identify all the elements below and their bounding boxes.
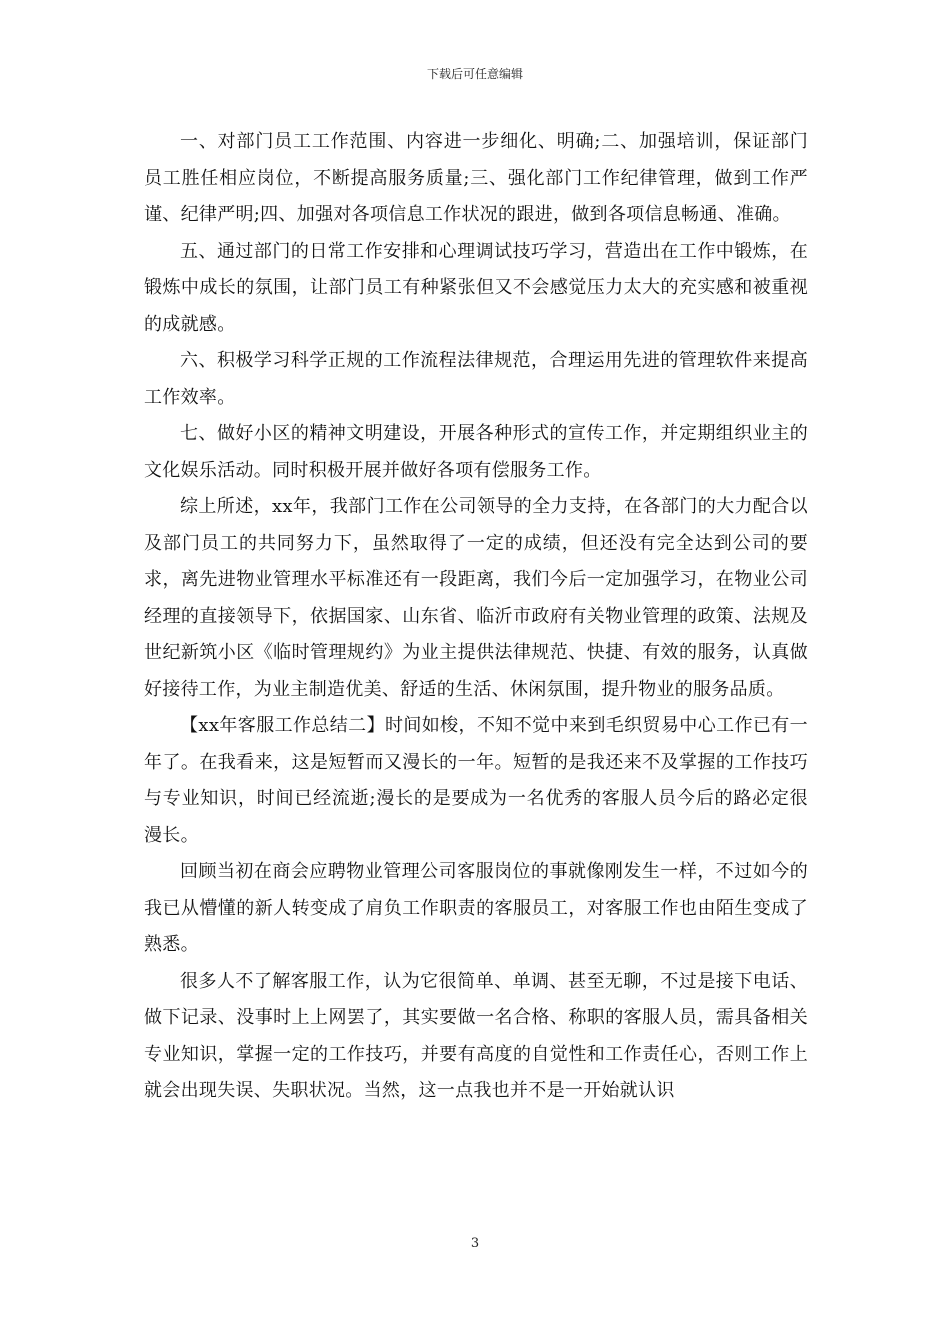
paragraph-review: 回顾当初在商会应聘物业管理公司客服岗位的事就像刚发生一样，不过如今的我已从懵懂的新人转变成了肩负工作职责的客服员工，对客服工作也由陌生变成了熟悉。: [144, 861, 808, 955]
paragraph-summary: 综上所述，xx年，我部门工作在公司领导的全力支持，在各部门的大力配合以及部门员工的共同努力下，虽然取得了一定的成绩，但还没有完全达到公司的要求，离先进物业管理水平标准还有一段距离，我们今后一定加强学习，在物业公司经理的直接领导下，依据国家、山东省、临沂市政府有关物业管理的政策、法规及世纪新筑小区《临时管理规约》为业主提供法律规范、快捷、有效的服务，认真做好接待工作，为业主制造优美、舒适的生活、休闲氛围，提升物业的服务品质。: [144, 496, 808, 700]
document-body: [144, 124, 808, 1110]
paragraph-item-five: 五、通过部门的日常工作安排和心理调试技巧学习，营造出在工作中锻炼，在锻炼中成长的氛围，让部门员工有种紧张但又不会感觉压力太大的充实感和被重视的成就感。: [144, 240, 808, 335]
page-number: 3: [470, 1236, 480, 1251]
paragraph-measures: 一、对部门员工工作范围、内容进一步细化、明确;二、加强培训，保证部门员工胜任相应岗位，不断提高服务质量;三、强化部门工作纪律管理，做到工作严谨、纪律严明;四、加强对各项信息工作状况的跟进，做到各项信息畅通、准确。: [144, 131, 808, 225]
paragraph-item-seven: 七、做好小区的精神文明建设，开展各种形式的宣传工作，并定期组织业主的文化娱乐活动。同时积极开展并做好各项有偿服务工作。: [144, 423, 808, 481]
paragraph-summary-two-intro: 【xx年客服工作总结二】时间如梭，不知不觉中来到毛织贸易中心工作已有一年了。在我看来，这是短暂而又漫长的一年。短暂的是我还来不及掌握的工作技巧与专业知识，时间已经流逝;漫长的是要成为一名优秀的客服人员今后的路必定很漫长。: [144, 715, 808, 846]
page-header: 下载后可任意编辑: [426, 67, 523, 81]
paragraph-item-six: 六、积极学习科学正规的工作流程法律规范，合理运用先进的管理软件来提高工作效率。: [144, 350, 808, 408]
paragraph-understanding: 很多人不了解客服工作，认为它很简单、单调、甚至无聊，不过是接下电话、做下记录、没事时上上网罢了，其实要做一名合格、称职的客服人员，需具备相关专业知识，掌握一定的工作技巧，并要有高度的自觉性和工作责任心，否则工作上就会出现失误、失职状况。当然，这一点我也并不是一开始就认识: [144, 970, 808, 1101]
